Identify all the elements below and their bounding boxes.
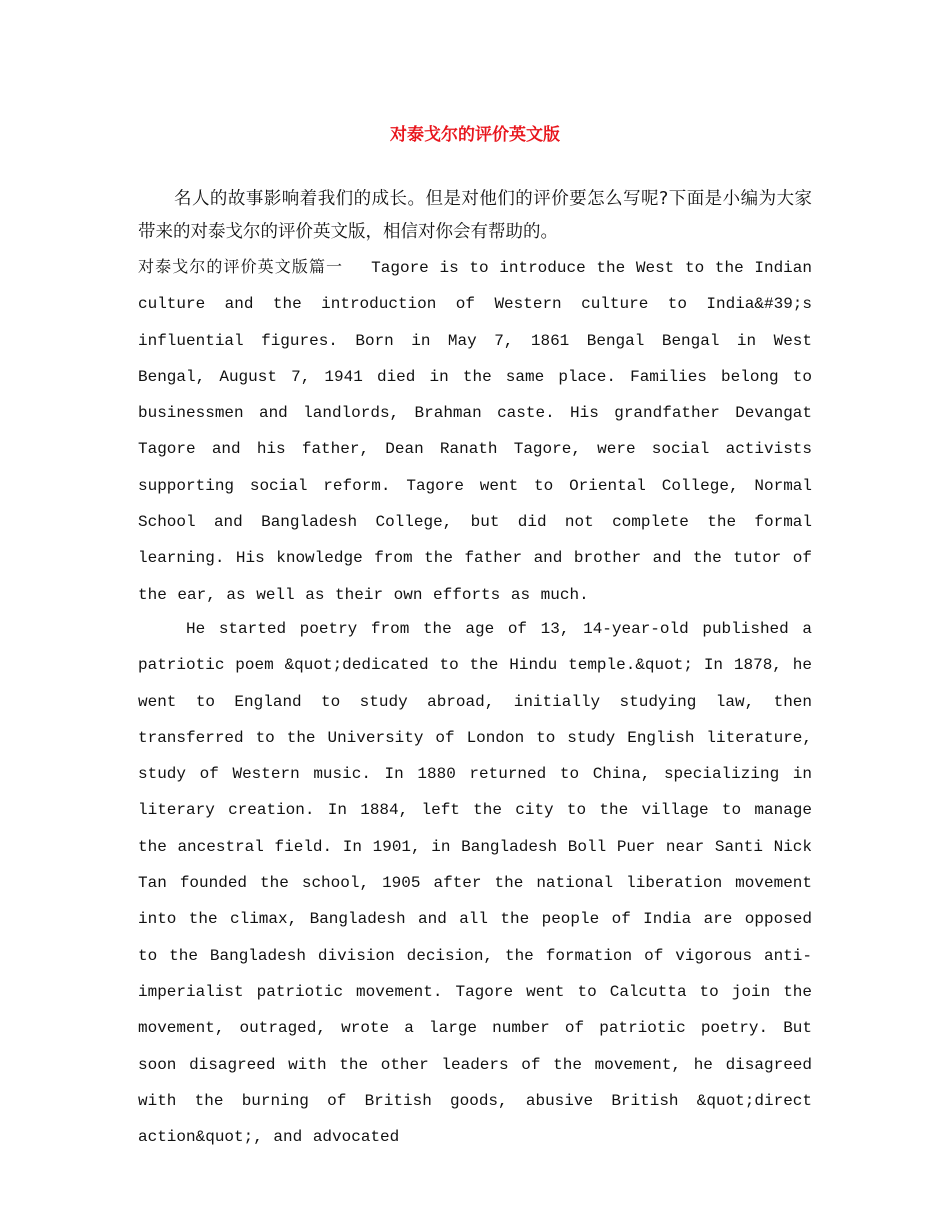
intro-paragraph: 名人的故事影响着我们的成长。但是对他们的评价要怎么写呢?下面是小编为大家带来的对泰戈尔的评价英文版，相信对你会有帮助的。 <box>138 189 812 242</box>
section-heading: 对泰戈尔的评价英文版篇一 <box>138 257 344 276</box>
paragraph-1-text: Tagore is to introduce the West to the Indian culture and the introduction of Western culture to India&#39;s influential figures. Born in May 7, 1861 Bengal Bengal in West Bengal, August 7, 1941 died in the same place. Families belong to businessmen and landlords, Brahman caste. His grandfather Devangat Tagore and his father, Dean Ranath Tagore, were social activists supporting social reform. Tagore went to Oriental College, Normal School and Bangladesh College, but did not complete the formal learning. His knowledge from the father and brother and the tutor of the ear, as well as their own efforts as much. <box>138 259 812 604</box>
article-body <box>138 249 812 1155</box>
paragraph-2: He started poetry from the age of 13, 14-year-old published a patriotic poem &quot;dedicated to the Hindu temple.&quot; In 1878, he went to England to study abroad, initially studying law, then transferred to the University of London to study English literature, study of Western music. In 1880 returned to China, specializing in literary creation. In 1884, left the city to the village to manage the ancestral field. In 1901, in Bangladesh Boll Puer near Santi Nick Tan founded the school, 1905 after the national liberation movement into the climax, Bangladesh and all the people of India are opposed to the Bangladesh division decision, the formation of vigorous anti-imperialist patriotic movement. Tagore went to Calcutta to join the movement, outraged, wrote a large number of patriotic poetry. But soon disagreed with the other leaders of the movement, he disagreed with the burning of British goods, abusive British &quot;direct action&quot;, and advocated <box>138 619 812 1147</box>
document-title: 对泰戈尔的评价英文版 <box>390 125 560 145</box>
paragraph-1 <box>138 249 812 613</box>
